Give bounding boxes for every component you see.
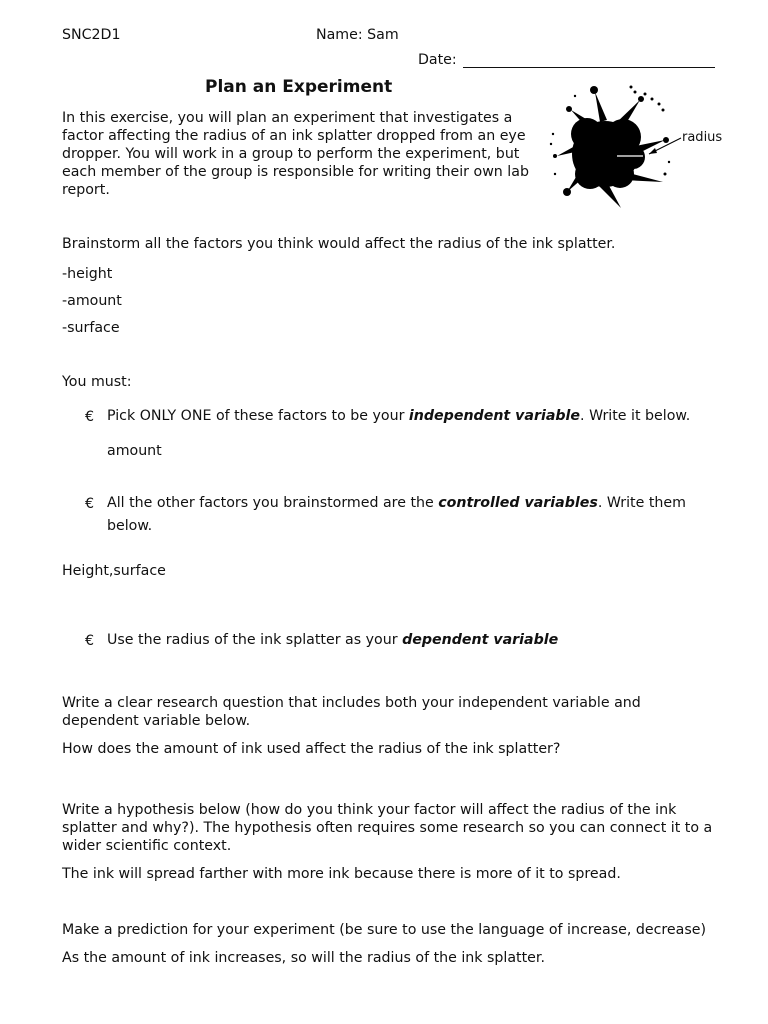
controlled-instruction: [107, 492, 697, 537]
course-code: SNC2D1: [62, 27, 121, 43]
independent-instruction: [107, 405, 707, 428]
controlled-term: controlled variables: [438, 495, 598, 511]
controlled-answer: Height,surface: [62, 563, 166, 579]
bullet-marker: €: [85, 633, 95, 649]
prediction-answer: As the amount of ink increases, so will the radius of the ink splatter.: [62, 950, 545, 966]
prediction-prompt: Make a prediction for your experiment (be sure to use the language of increase, decrease): [62, 922, 706, 938]
ink-splatter-shape: [550, 86, 670, 209]
independent-term: independent variable: [408, 408, 581, 424]
ink-splatter-image: [545, 82, 745, 212]
research-question-prompt: Write a clear research question that includes both your independent variable and dependent variable below.: [62, 695, 641, 729]
student-name: Name: Sam: [316, 27, 399, 43]
dependent-pre: Use the radius of the ink splatter as your: [107, 632, 403, 648]
factor-amount: -amount: [62, 293, 122, 309]
controlled-pre: All the other factors you brainstormed are the: [107, 495, 439, 511]
intro-paragraph: In this exercise, you will plan an experiment that investigates a factor affecting the radius of an ink splatter dropped from an eye dropper. You will work in a group to perform the experiment, but each member of the group is responsible for writing their own lab report.: [62, 110, 529, 198]
research-question-answer: How does the amount of ink used affect the radius of the ink splatter?: [62, 741, 561, 757]
dependent-instruction: [107, 629, 558, 652]
radius-arrowhead: [649, 148, 657, 154]
bullet-marker: €: [85, 496, 95, 512]
independent-pre: Pick ONLY ONE of these factors to be your: [107, 408, 409, 424]
factor-surface: -surface: [62, 320, 120, 336]
hypothesis-prompt: Write a hypothesis below (how do you think your factor will affect the radius of the ink splatter and why?). The hypothesis often requires some research so you can connect it to a wider scientific context.: [62, 802, 713, 854]
date-label: Date:: [418, 52, 457, 68]
date-blank: [463, 53, 715, 68]
hypothesis-answer: The ink will spread farther with more ink because there is more of it to spread.: [62, 866, 621, 882]
factor-height: -height: [62, 266, 113, 282]
you-must-heading: You must:: [62, 374, 132, 390]
independent-post: . Write it below.: [580, 408, 691, 424]
bullet-marker: €: [85, 409, 95, 425]
page-title: Plan an Experiment: [205, 77, 393, 97]
controlled-post: . Write them below.: [107, 495, 686, 534]
independent-answer: amount: [107, 443, 162, 459]
date-field: [418, 52, 715, 68]
radius-label: radius: [682, 130, 723, 145]
dependent-term: dependent variable: [402, 632, 559, 648]
brainstorm-prompt: Brainstorm all the factors you think would affect the radius of the ink splatter.: [62, 236, 616, 252]
